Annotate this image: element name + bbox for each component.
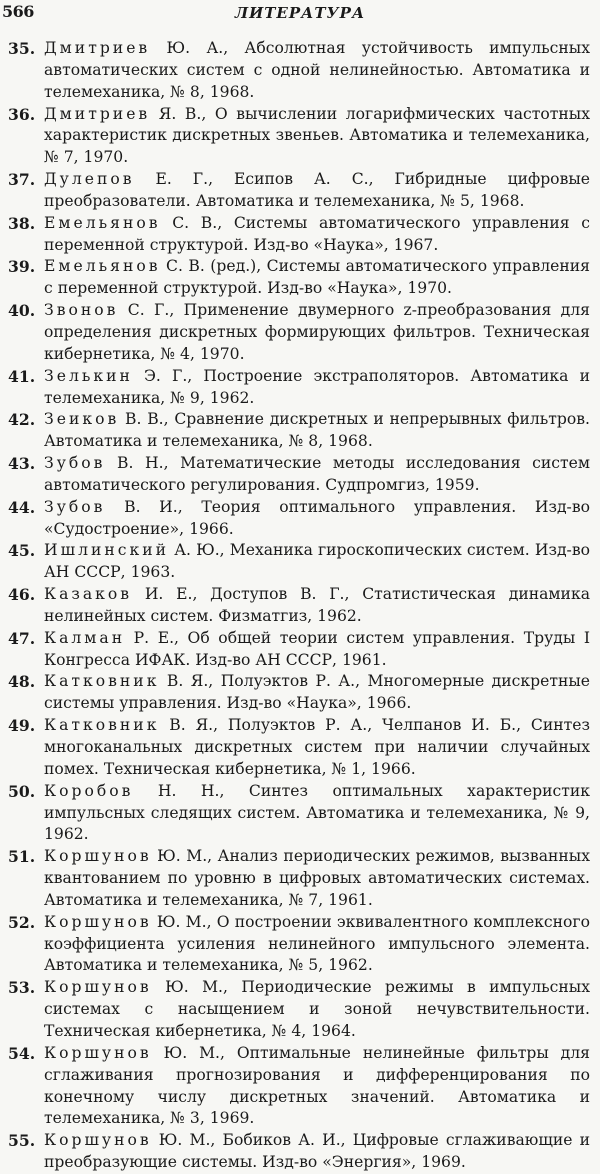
- reference-number: 40.: [8, 301, 36, 321]
- reference-number: 53.: [8, 978, 36, 998]
- reference-author: Звонов: [44, 301, 119, 320]
- reference-text: Я. В., О вычислении логарифмических частотных характеристик дискретных звеньев. Автоматика и телемеханика, № 7, 1970.: [44, 104, 590, 167]
- reference-author: Коршунов: [44, 847, 152, 866]
- reference-number: 49.: [8, 716, 36, 736]
- reference-item: [8, 671, 590, 715]
- reference-item: [8, 1130, 590, 1174]
- reference-text: Ю. М., Периодические режимы в импульсных системах с насыщением и зоной нечувствительности. Техническая кибернетика, № 4, 1964.: [44, 978, 590, 1040]
- reference-text: Э. Г., Построение экстраполяторов. Автоматика и телемеханика, № 9, 1962.: [44, 366, 590, 407]
- reference-number: 52.: [8, 912, 36, 932]
- reference-item: [8, 781, 590, 847]
- reference-number: 39.: [8, 257, 36, 277]
- reference-number: 47.: [8, 628, 36, 648]
- page-number: 566: [2, 2, 34, 21]
- reference-item: [8, 213, 590, 257]
- reference-author: Калман: [44, 628, 126, 647]
- reference-item: [8, 256, 590, 300]
- reference-text: В. И., Теория оптимального управления. Изд-во «Судостроение», 1966.: [44, 497, 590, 538]
- reference-item: [8, 715, 590, 781]
- reference-text: В. Н., Математические методы исследования систем автоматического регулирования. Судпромгиз, 1959.: [44, 454, 590, 494]
- reference-text: И. Е., Доступов В. Г., Статистическая динамика нелинейных систем. Физматгиз, 1962.: [44, 585, 590, 625]
- reference-number: 43.: [8, 454, 36, 474]
- reference-number: 44.: [8, 497, 36, 517]
- reference-text: Р. Е., Об общей теории систем управления. Труды I Конгресса ИФАК. Изд-во АН СССР, 1961.: [44, 628, 590, 669]
- reference-number: 55.: [8, 1131, 36, 1151]
- reference-author: Катковник: [44, 672, 160, 691]
- reference-author: Коробов: [44, 781, 134, 800]
- reference-item: [8, 540, 590, 584]
- reference-item: [8, 584, 590, 628]
- reference-number: 45.: [8, 541, 36, 561]
- reference-number: 46.: [8, 585, 36, 605]
- reference-text: В. В., Сравнение дискретных и непрерывных фильтров. Автоматика и телемеханика, № 8, 1968.: [44, 410, 590, 451]
- reference-author: Коршунов: [44, 978, 152, 997]
- reference-author: Дмитриев: [44, 39, 151, 57]
- reference-text: Е. Г., Есипов А. С., Гибридные цифровые преобразователи. Автоматика и телемеханика, № 5, 1968.: [44, 170, 590, 210]
- reference-author: Емельянов: [44, 257, 161, 276]
- reference-text: В. Я., Полуэктов Р. А., Многомерные дискретные системы управления. Изд-во «Наука», 1966.: [44, 672, 590, 713]
- reference-author: Дулепов: [44, 170, 135, 189]
- reference-item: [8, 1043, 590, 1130]
- reference-author: Зубов: [44, 454, 106, 473]
- reference-author: Коршунов: [44, 1131, 152, 1150]
- reference-item: [8, 497, 590, 541]
- reference-text: Ю. М., Оптимальные нелинейные фильтры для сглаживания прогнозирования и дифференцирования по конечному числу дискретных значений. Автоматика и телемеханика, № 3, 1969.: [44, 1043, 590, 1128]
- reference-number: 54.: [8, 1043, 36, 1063]
- reference-number: 48.: [8, 672, 36, 692]
- reference-text: С. В., Системы автоматического управления с переменной структурой. Изд-во «Наука», 1967.: [44, 213, 590, 254]
- reference-number: 36.: [8, 104, 36, 124]
- reference-text: Ю. М., Бобиков А. И., Цифровые сглаживающие и преобразующие системы. Изд-во «Энергия», 1969.: [44, 1131, 590, 1172]
- reference-text: С. В. (ред.), Системы автоматического управления с переменной структурой. Изд-во «Наука», 1970.: [44, 257, 590, 298]
- reference-text: В. Я., Полуэктов Р. А., Челпанов И. Б., Синтез многоканальных дискретных систем при наличии случайных помех. Техническая кибернетика, № 1, 1966.: [44, 716, 590, 778]
- reference-author: Емельянов: [44, 213, 161, 232]
- reference-number: 38.: [8, 213, 36, 233]
- reference-item: [8, 104, 590, 170]
- reference-author: Зеиков: [44, 410, 120, 429]
- reference-item: [8, 300, 590, 366]
- reference-item: [8, 846, 590, 912]
- reference-number: 42.: [8, 410, 36, 430]
- reference-author: Катковник: [44, 716, 160, 735]
- reference-number: 35.: [8, 39, 36, 58]
- reference-item: [8, 38, 590, 104]
- reference-author: Казаков: [44, 585, 133, 604]
- reference-text: Ю. М., Анализ периодических режимов, вызванных квантованием по уровню в цифровых автоматических системах. Автоматика и телемеханика, № 7, 1961.: [44, 847, 590, 909]
- reference-item: [8, 453, 590, 497]
- reference-author: Коршунов: [44, 1043, 152, 1062]
- reference-list: [8, 38, 590, 1174]
- reference-item: [8, 977, 590, 1043]
- reference-number: 41.: [8, 366, 36, 386]
- reference-text: А. Ю., Механика гироскопических систем. Изд-во АН СССР, 1963.: [44, 541, 590, 582]
- reference-item: [8, 628, 590, 672]
- reference-item: [8, 366, 590, 410]
- reference-number: 50.: [8, 781, 36, 801]
- reference-number: 51.: [8, 847, 36, 867]
- reference-author: Зелькин: [44, 366, 133, 385]
- reference-text: Ю. А., Абсолютная устойчивость импульсных автоматических систем с одной нелинейностью. Автоматика и телемеханика, № 8, 1968.: [44, 39, 590, 101]
- reference-author: Дмитриев: [44, 104, 151, 123]
- reference-author: Зубов: [44, 497, 106, 516]
- reference-author: Ишлинский: [44, 541, 170, 560]
- reference-text: Ю. М., О построении эквивалентного комплексного коэффициента усиления нелинейного импульсного элемента. Автоматика и телемеханика, № 5, 1962.: [44, 912, 590, 975]
- reference-item: [8, 912, 590, 978]
- reference-text: Н. Н., Синтез оптимальных характеристик импульсных следящих систем. Автоматика и телемеханика, № 9, 1962.: [44, 781, 590, 844]
- reference-item: [8, 169, 590, 213]
- running-head: ЛИТЕРАТУРА: [234, 4, 366, 22]
- reference-author: Коршунов: [44, 912, 152, 931]
- reference-number: 37.: [8, 170, 36, 190]
- reference-item: [8, 409, 590, 453]
- reference-text: С. Г., Применение двумерного z-преобразования для определения дискретных формирующих фильтров. Техническая кибернетика, № 4, 1970.: [44, 301, 590, 363]
